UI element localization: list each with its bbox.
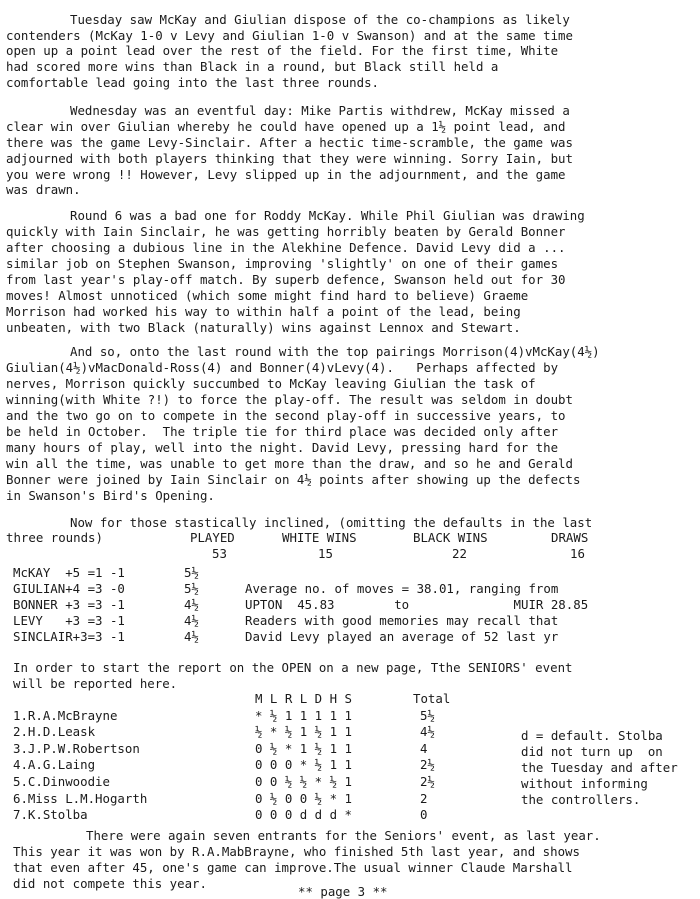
text-line: many hours of play, well into the night. David Levy, pressing hard for the: [6, 440, 559, 455]
text-line: in Swanson's Bird's Opening.: [6, 488, 215, 503]
text-line: Giulian(4½)vMacDonald-Ross(4) and Bonner(4)vLevy(4). Perhaps affected by: [6, 360, 559, 375]
text-line: moves! Almost unnoticed (which some might find hard to believe) Graeme: [6, 288, 529, 303]
player-total: 2: [420, 791, 428, 806]
stats-intro: Now for those stastically inclined, (omitting the defaults in the last: [70, 515, 593, 530]
player-results: 0 ½ 0 0 ½ * 1: [255, 791, 352, 806]
stats-value-black-wins: 22: [452, 546, 467, 561]
player-name: 1.R.A.McBrayne: [13, 708, 118, 723]
stats-note: Readers with good memories may recall that: [245, 613, 559, 628]
note-line: the Tuesday and after: [521, 760, 678, 775]
leader-score: 5½: [184, 581, 199, 596]
stats-note: UPTON 45.83 to MUIR 28.85: [245, 597, 589, 612]
stats-header-played: PLAYED: [190, 530, 235, 545]
text-line: Round 6 was a bad one for Roddy McKay. While Phil Giulian was drawing: [70, 208, 585, 223]
player-total: 0: [420, 807, 428, 822]
leader-record: LEVY +3 =3 -1: [13, 613, 125, 628]
seniors-intro: In order to start the report on the OPEN on a new page, Tthe SENIORS' event: [13, 660, 573, 675]
text-line: did not compete this year.: [13, 876, 207, 891]
note-line: did not turn up on: [521, 744, 663, 759]
text-line: adjourned with both players thinking that they were winning. Sorry Iain, but: [6, 151, 573, 166]
leader-score: 5½: [184, 565, 199, 580]
text-line: there was the game Levy-Sinclair. After a hectic time-scramble, the game was: [6, 135, 573, 150]
stats-note: Average no. of moves = 38.01, ranging from: [245, 581, 559, 596]
player-total: 5½: [420, 708, 435, 723]
note-line: d = default. Stolba: [521, 728, 663, 743]
player-results: 0 0 ½ ½ * ½ 1: [255, 774, 352, 789]
text-line: clear win over Giulian whereby he could have opened up a 1½ point lead, and: [6, 119, 566, 134]
stats-header-black-wins: BLACK WINS: [413, 530, 488, 545]
note-line: the controllers.: [521, 792, 641, 807]
leader-record: McKAY +5 =1 -1: [13, 565, 125, 580]
note-line: without informing: [521, 776, 648, 791]
text-line: quickly with Iain Sinclair, he was getting horribly beaten by Gerald Bonner: [6, 224, 566, 239]
stats-header-white-wins: WHITE WINS: [282, 530, 357, 545]
leader-record: BONNER +3 =3 -1: [13, 597, 125, 612]
player-results: ½ * ½ 1 ½ 1 1: [255, 724, 352, 739]
text-line: contenders (McKay 1-0 v Levy and Giulian 1-0 v Swanson) and at the same time: [6, 28, 573, 43]
text-line: win all the time, was unable to get more than the draw, and so he and Gerald: [6, 456, 573, 471]
stats-intro: three rounds): [6, 530, 103, 545]
text-line: open up a point lead over the rest of the field. For the first time, White: [6, 43, 559, 58]
player-name: 6.Miss L.M.Hogarth: [13, 791, 148, 806]
seniors-intro: will be reported here.: [13, 676, 178, 691]
player-name: 7.K.Stolba: [13, 807, 88, 822]
total-header: Total: [413, 691, 451, 706]
player-results: * ½ 1 1 1 1 1: [255, 708, 352, 723]
player-total: 2½: [420, 757, 435, 772]
leader-score: 4½: [184, 597, 199, 612]
player-total: 4: [420, 741, 428, 756]
text-line: Tuesday saw McKay and Giulian dispose of the co-champions as likely: [70, 12, 570, 27]
text-line: be held in October. The triple tie for third place was decided only after: [6, 424, 559, 439]
text-line: you were wrong !! However, Levy slipped up in the adjournment, and the game: [6, 167, 566, 182]
crosstable-header: M L R L D H S: [255, 691, 352, 706]
text-line: winning(with White ?!) to force the play-off. The result was seldom in doubt: [6, 392, 573, 407]
text-line: comfortable lead going into the last three rounds.: [6, 75, 379, 90]
text-line: nerves, Morrison quickly succumbed to McKay leaving Giulian the task of: [6, 376, 536, 391]
text-line: There were again seven entrants for the Seniors' event, as last year.: [86, 828, 601, 843]
leader-record: SINCLAIR+3=3 -1: [13, 629, 125, 644]
stats-value-draws: 16: [570, 546, 585, 561]
text-line: unbeaten, with two Black (naturally) wins against Lennox and Stewart.: [6, 320, 521, 335]
text-line: had scored more wins than Black in a round, but Black still held a: [6, 59, 499, 74]
player-name: 3.J.P.W.Robertson: [13, 741, 140, 756]
leader-record: GIULIAN+4 =3 -0: [13, 581, 125, 596]
stats-value-played: 53: [212, 546, 227, 561]
player-name: 4.A.G.Laing: [13, 757, 96, 772]
player-results: 0 0 0 d d d *: [255, 807, 352, 822]
stats-value-white-wins: 15: [318, 546, 333, 561]
text-line: that even after 45, one's game can improve.The usual winner Claude Marshall: [13, 860, 573, 875]
player-name: 2.H.D.Leask: [13, 724, 96, 739]
leader-score: 4½: [184, 613, 199, 628]
leader-score: 4½: [184, 629, 199, 644]
player-total: 2½: [420, 774, 435, 789]
text-line: was drawn.: [6, 182, 81, 197]
player-total: 4½: [420, 724, 435, 739]
player-results: 0 0 0 * ½ 1 1: [255, 757, 352, 772]
text-line: similar job on Stephen Swanson, improving 'slightly' on one of their games: [6, 256, 559, 271]
player-name: 5.C.Dinwoodie: [13, 774, 110, 789]
text-line: and the two go on to compete in the second play-off in successive years, to: [6, 408, 566, 423]
text-line: And so, onto the last round with the top pairings Morrison(4)vMcKay(4½): [70, 344, 600, 359]
player-results: 0 ½ * 1 ½ 1 1: [255, 741, 352, 756]
stats-header-draws: DRAWS: [551, 530, 589, 545]
text-line: from last year's play-off match. By superb defence, Swanson held out for 30: [6, 272, 566, 287]
text-line: Morrison had worked his way to within half a point of the lead, being: [6, 304, 521, 319]
stats-note: David Levy played an average of 52 last yr: [245, 629, 559, 644]
text-line: Bonner were joined by Iain Sinclair on 4½ points after showing up the defects: [6, 472, 581, 487]
text-line: Wednesday was an eventful day: Mike Partis withdrew, McKay missed a: [70, 103, 570, 118]
page-number: ** page 3 **: [298, 884, 388, 899]
text-line: after choosing a dubious line in the Alekhine Defence. David Levy did a ...: [6, 240, 566, 255]
text-line: This year it was won by R.A.MabBrayne, who finished 5th last year, and shows: [13, 844, 580, 859]
